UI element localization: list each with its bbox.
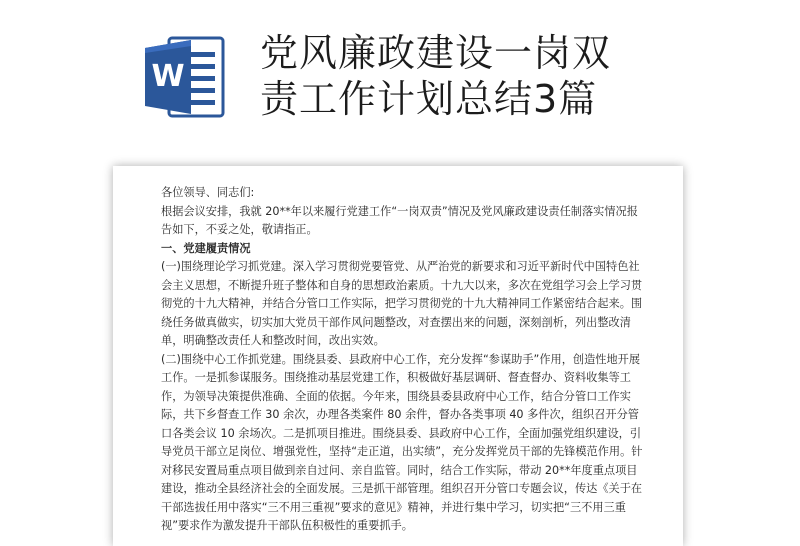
title-line-2: 责工作计划总结3篇 <box>260 77 598 121</box>
intro-paragraph: 根据会议安排，我就 20**年以来履行党建工作“一岗双责”情况及党风廉政建设责任制落实情况报告如下，不妥之处，敬请指正。 <box>161 204 638 236</box>
section-heading: 一、党建履责情况 <box>161 241 251 255</box>
word-icon-letter: W <box>151 59 185 94</box>
salutation: 各位领导、同志们: <box>161 186 255 199</box>
title-line-1: 党风廉政建设一岗双 <box>260 31 612 75</box>
header <box>0 0 800 160</box>
paragraph-theory-study: (一)围绕理论学习抓党建。深入学习贯彻党要管党、从严治党的新要求和习近平新时代中国特色社会主义思想，不断提升班子整体和自身的思想政治素质。十九大以来，多次在党组学习会上学习贯彻党的十九大精神，并结合分管口工作实际，把学习贯彻党的十九大精神同工作紧密结合起来。围绕任务做真做实，切实加大党员干部作风问题整改，对查摆出来的问题，深刻剖析，列出整改清单，明确整改责任人和整改时间，改出实效。 <box>161 260 643 347</box>
document-page <box>113 166 683 546</box>
document-body <box>161 184 645 536</box>
paragraph-central-work: (二)围绕中心工作抓党建。围绕县委、县政府中心工作，充分发挥“参谋助手”作用，创造性地开展工作。一是抓参谋服务。围绕推动基层党建工作，积极做好基层调研、督查督办、资料收集等工作，为领导决策提供准确、全面的依据。今年来，围绕县委县政府中心工作，结合分管口工作实际，共下乡督查工作 30 余次，办理各类案件 80 余件，督办各类事项 40 多件次，组织召开分管口各类会议 10 余场次。二是抓项目推进。围绕县委、县政府中心工作，全面加强党组织建设，引导党员干部立足岗位、增强党性，坚持“走正道，出实绩”，充分发挥党员干部的先锋模范作用。针对移民安置局重点项目做到亲自过问、亲自监管。同时，结合工作实际，带动 20**年度重点项目建设，推动全县经济社会的全面发展。三是抓干部管理。组织召开分管口专题会议，传达《关于在干部选拔任用中落实“三不用三重视”要求的意见》精神，并进行集中学习，切实把“三不用三重视”要求作为激发提升干部队伍积极性的重要抓手。 <box>161 352 643 532</box>
word-document-icon <box>143 34 227 120</box>
page-title <box>260 30 760 122</box>
